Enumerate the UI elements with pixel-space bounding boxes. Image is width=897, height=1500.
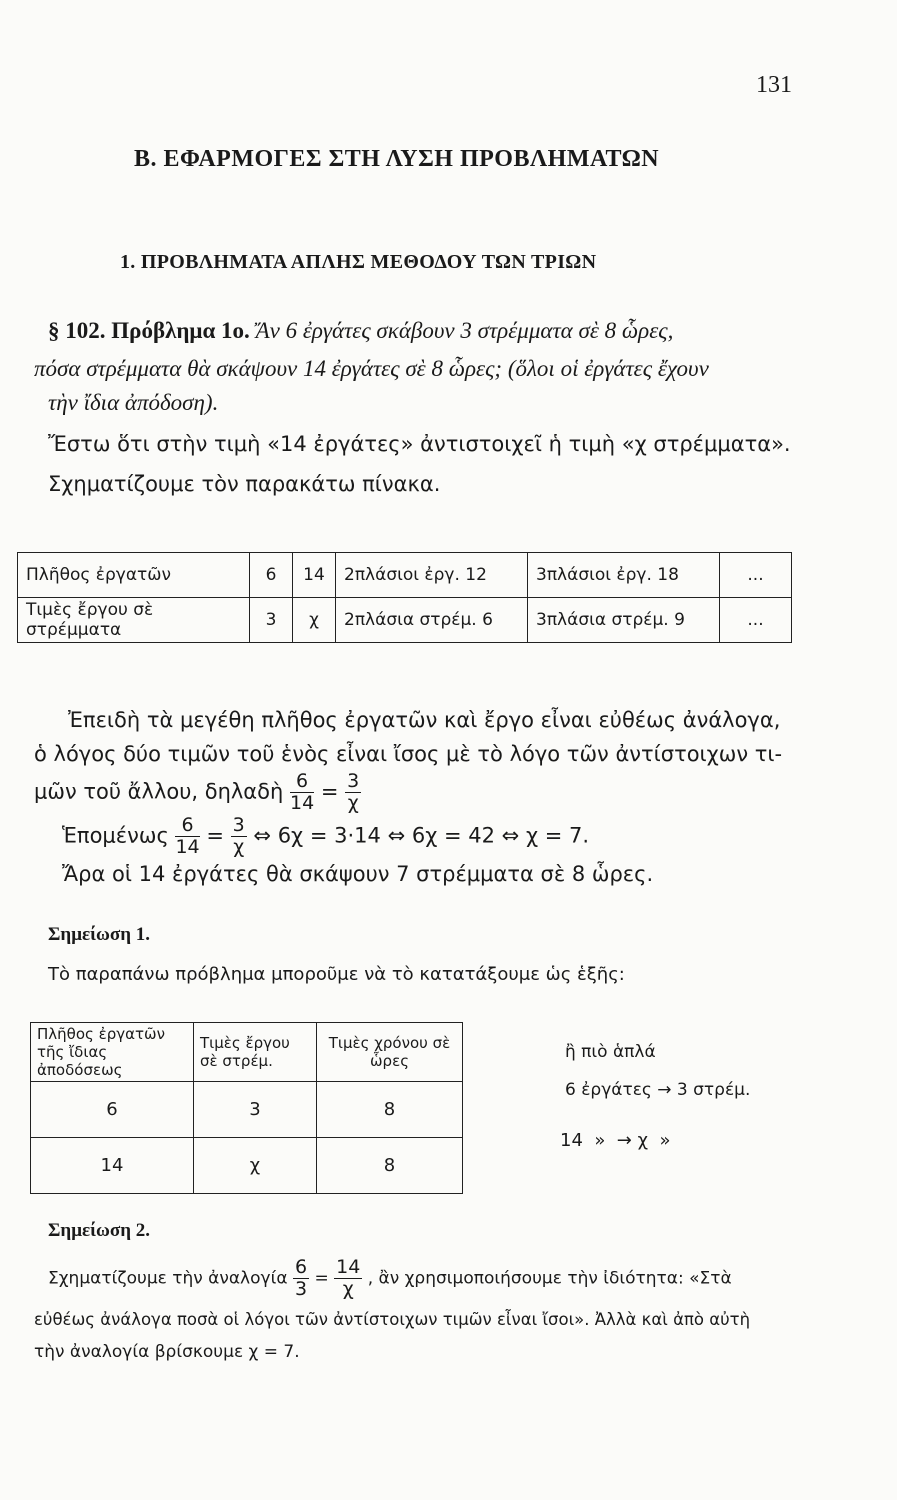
table-cell: 2πλάσιοι ἐργ. 12 bbox=[336, 553, 528, 598]
problem-line-2: πόσα στρέμματα θὰ σκάψουν 14 ἐργάτες σὲ 8 ὧρες; (ὅλοι οἱ ἐργάτες ἔχουν bbox=[34, 356, 709, 381]
reasoning-line-4-text: Ἑπομένως bbox=[62, 823, 169, 848]
problem-line-3: τὴν ἴδια ἀπόδοση). bbox=[48, 390, 219, 415]
note-2-line-1-text: Σχηματίζουμε τὴν ἀναλογία bbox=[48, 1268, 288, 1289]
table-cell: 3πλάσιοι ἐργ. 18 bbox=[528, 553, 720, 598]
table-cell: χ bbox=[194, 1138, 317, 1194]
note-2-line-2: εὐθέως ἀνάλογα ποσὰ οἱ λόγοι τῶν ἀντίστοιχων τιμῶν εἶναι ἴσοι». Ἀλλὰ καὶ ἀπὸ αὐτὴ bbox=[34, 1310, 751, 1329]
table-row bbox=[31, 1023, 463, 1082]
problem-label: § 102. Πρόβλημα 1ο. bbox=[48, 318, 250, 343]
note-1-side-title: ἢ πιὸ ἁπλά bbox=[565, 1042, 656, 1062]
table-cell: ... bbox=[720, 553, 792, 598]
table-row bbox=[31, 1138, 463, 1194]
note-1-text: Τὸ παραπάνω πρόβλημα μποροῦμε νὰ τὸ κατατάξουμε ὡς ἑξῆς: bbox=[48, 964, 625, 985]
equals-sign: = bbox=[320, 779, 339, 804]
note-2-line-3: τὴν ἀναλογία βρίσκουμε χ = 7. bbox=[34, 1342, 300, 1362]
note-1-table bbox=[30, 1022, 463, 1194]
table-row bbox=[31, 1082, 463, 1138]
fraction-6-3: $\frac{6}{3}$ bbox=[294, 1256, 308, 1300]
note-2-title: Σημείωση 2. bbox=[48, 1220, 151, 1241]
subsection-title: 1. ΠΡΟΒΛΗΜΑΤΑ ΑΠΛΗΣ ΜΕΘΟΔΟΥ ΤΩΝ ΤΡΙΩΝ bbox=[120, 251, 597, 273]
note-2-line-1: Σχηματίζουμε τὴν ἀναλογία $\frac{6}{3}$ = $\frac{14}{\chi}$ , ἂν χρησιμοποιήσουμε τὴν ἰδιότητα: «Στὰ bbox=[48, 1256, 732, 1300]
intro-line-1: Ἔστω ὅτι στὴν τιμὴ «14 ἐργάτες» ἀντιστοιχεῖ ἡ τιμὴ «χ στρέμματα». bbox=[48, 432, 791, 456]
solution-chain: ⇔ 6χ = 3·14 ⇔ 6χ = 42 ⇔ χ = 7. bbox=[253, 823, 590, 848]
reasoning-line-3-text: μῶν τοῦ ἄλλου, δηλαδὴ bbox=[34, 779, 284, 804]
table-cell: 14 bbox=[293, 553, 336, 598]
table-header: Πλῆθος ἐργατῶν τῆς ἴδιας ἀποδόσεως bbox=[31, 1023, 194, 1082]
reasoning-conclusion: Ἄρα οἱ 14 ἐργάτες θὰ σκάψουν 7 στρέμματα σὲ 8 ὧρες. bbox=[62, 862, 654, 886]
fraction-6-14: $\frac{6}{14}$ bbox=[290, 770, 315, 814]
table-cell: 6 bbox=[31, 1082, 194, 1138]
note-2-line-1-suffix: , ἂν χρησιμοποιήσουμε τὴν ἰδιότητα: «Στὰ bbox=[367, 1268, 732, 1289]
reasoning-line-2: ὁ λόγος δύο τιμῶν τοῦ ἑνὸς εἶναι ἴσος μὲ τὸ λόγο τῶν ἀντίστοιχων τι- bbox=[34, 742, 783, 766]
table-header: Τιμὲς ἔργου σὲ στρέμ. bbox=[194, 1023, 317, 1082]
table-cell: 6 bbox=[250, 553, 293, 598]
problem-statement bbox=[48, 318, 673, 344]
problem-line-1: Ἄν 6 ἐργάτες σκάβουν 3 στρέμματα σὲ 8 ὧρες, bbox=[255, 318, 674, 343]
table-cell: ... bbox=[720, 598, 792, 643]
reasoning-line-1: Ἐπειδὴ τὰ μεγέθη πλῆθος ἐργατῶν καὶ ἔργο εἶναι εὐθέως ἀνάλογα, bbox=[68, 708, 781, 732]
fraction-14-x: $\frac{14}{\chi}$ bbox=[336, 1256, 361, 1300]
table-cell: 14 bbox=[31, 1138, 194, 1194]
table-cell: 8 bbox=[317, 1082, 463, 1138]
note-1-title: Σημείωση 1. bbox=[48, 924, 151, 945]
fraction-3-x: $\frac{3}{\chi}$ bbox=[347, 770, 360, 814]
table-cell: 3 bbox=[250, 598, 293, 643]
intro-line-2: Σχηματίζουμε τὸν παρακάτω πίνακα. bbox=[48, 472, 441, 496]
reasoning-line-3 bbox=[34, 772, 361, 813]
table-row bbox=[18, 598, 792, 643]
workers-table bbox=[17, 552, 792, 643]
fraction-3-xb: $\frac{3}{\chi}$ bbox=[232, 814, 245, 858]
section-title: B. ΕΦΑΡΜΟΓΕΣ ΣΤΗ ΛΥΣΗ ΠΡΟΒΛΗΜΑΤΩΝ bbox=[134, 146, 660, 172]
note-1-side-line-2: 14 » → χ » bbox=[560, 1130, 671, 1151]
table-cell: Τιμὲς ἔργου σὲ στρέμματα bbox=[18, 598, 250, 643]
table-cell: 3 bbox=[194, 1082, 317, 1138]
table-cell: 3πλάσια στρέμ. 9 bbox=[528, 598, 720, 643]
table-cell: χ bbox=[293, 598, 336, 643]
table-cell: 2πλάσια στρέμ. 6 bbox=[336, 598, 528, 643]
page-number: 131 bbox=[756, 72, 792, 98]
table-header: Τιμὲς χρόνου σὲ ὧρες bbox=[317, 1023, 463, 1082]
fraction-6-14b: $\frac{6}{14}$ bbox=[175, 814, 200, 858]
note-1-side-line-1: 6 ἐργάτες → 3 στρέμ. bbox=[565, 1080, 751, 1100]
table-cell: 8 bbox=[317, 1138, 463, 1194]
table-cell: Πλῆθος ἐργατῶν bbox=[18, 553, 250, 598]
reasoning-line-4: Ἑπομένως $\frac{6}{14}$ = $\frac{3}{\chi}$ ⇔ 6χ = 3·14 ⇔ 6χ = 42 ⇔ χ = 7. bbox=[62, 814, 590, 858]
table-row bbox=[18, 553, 792, 598]
